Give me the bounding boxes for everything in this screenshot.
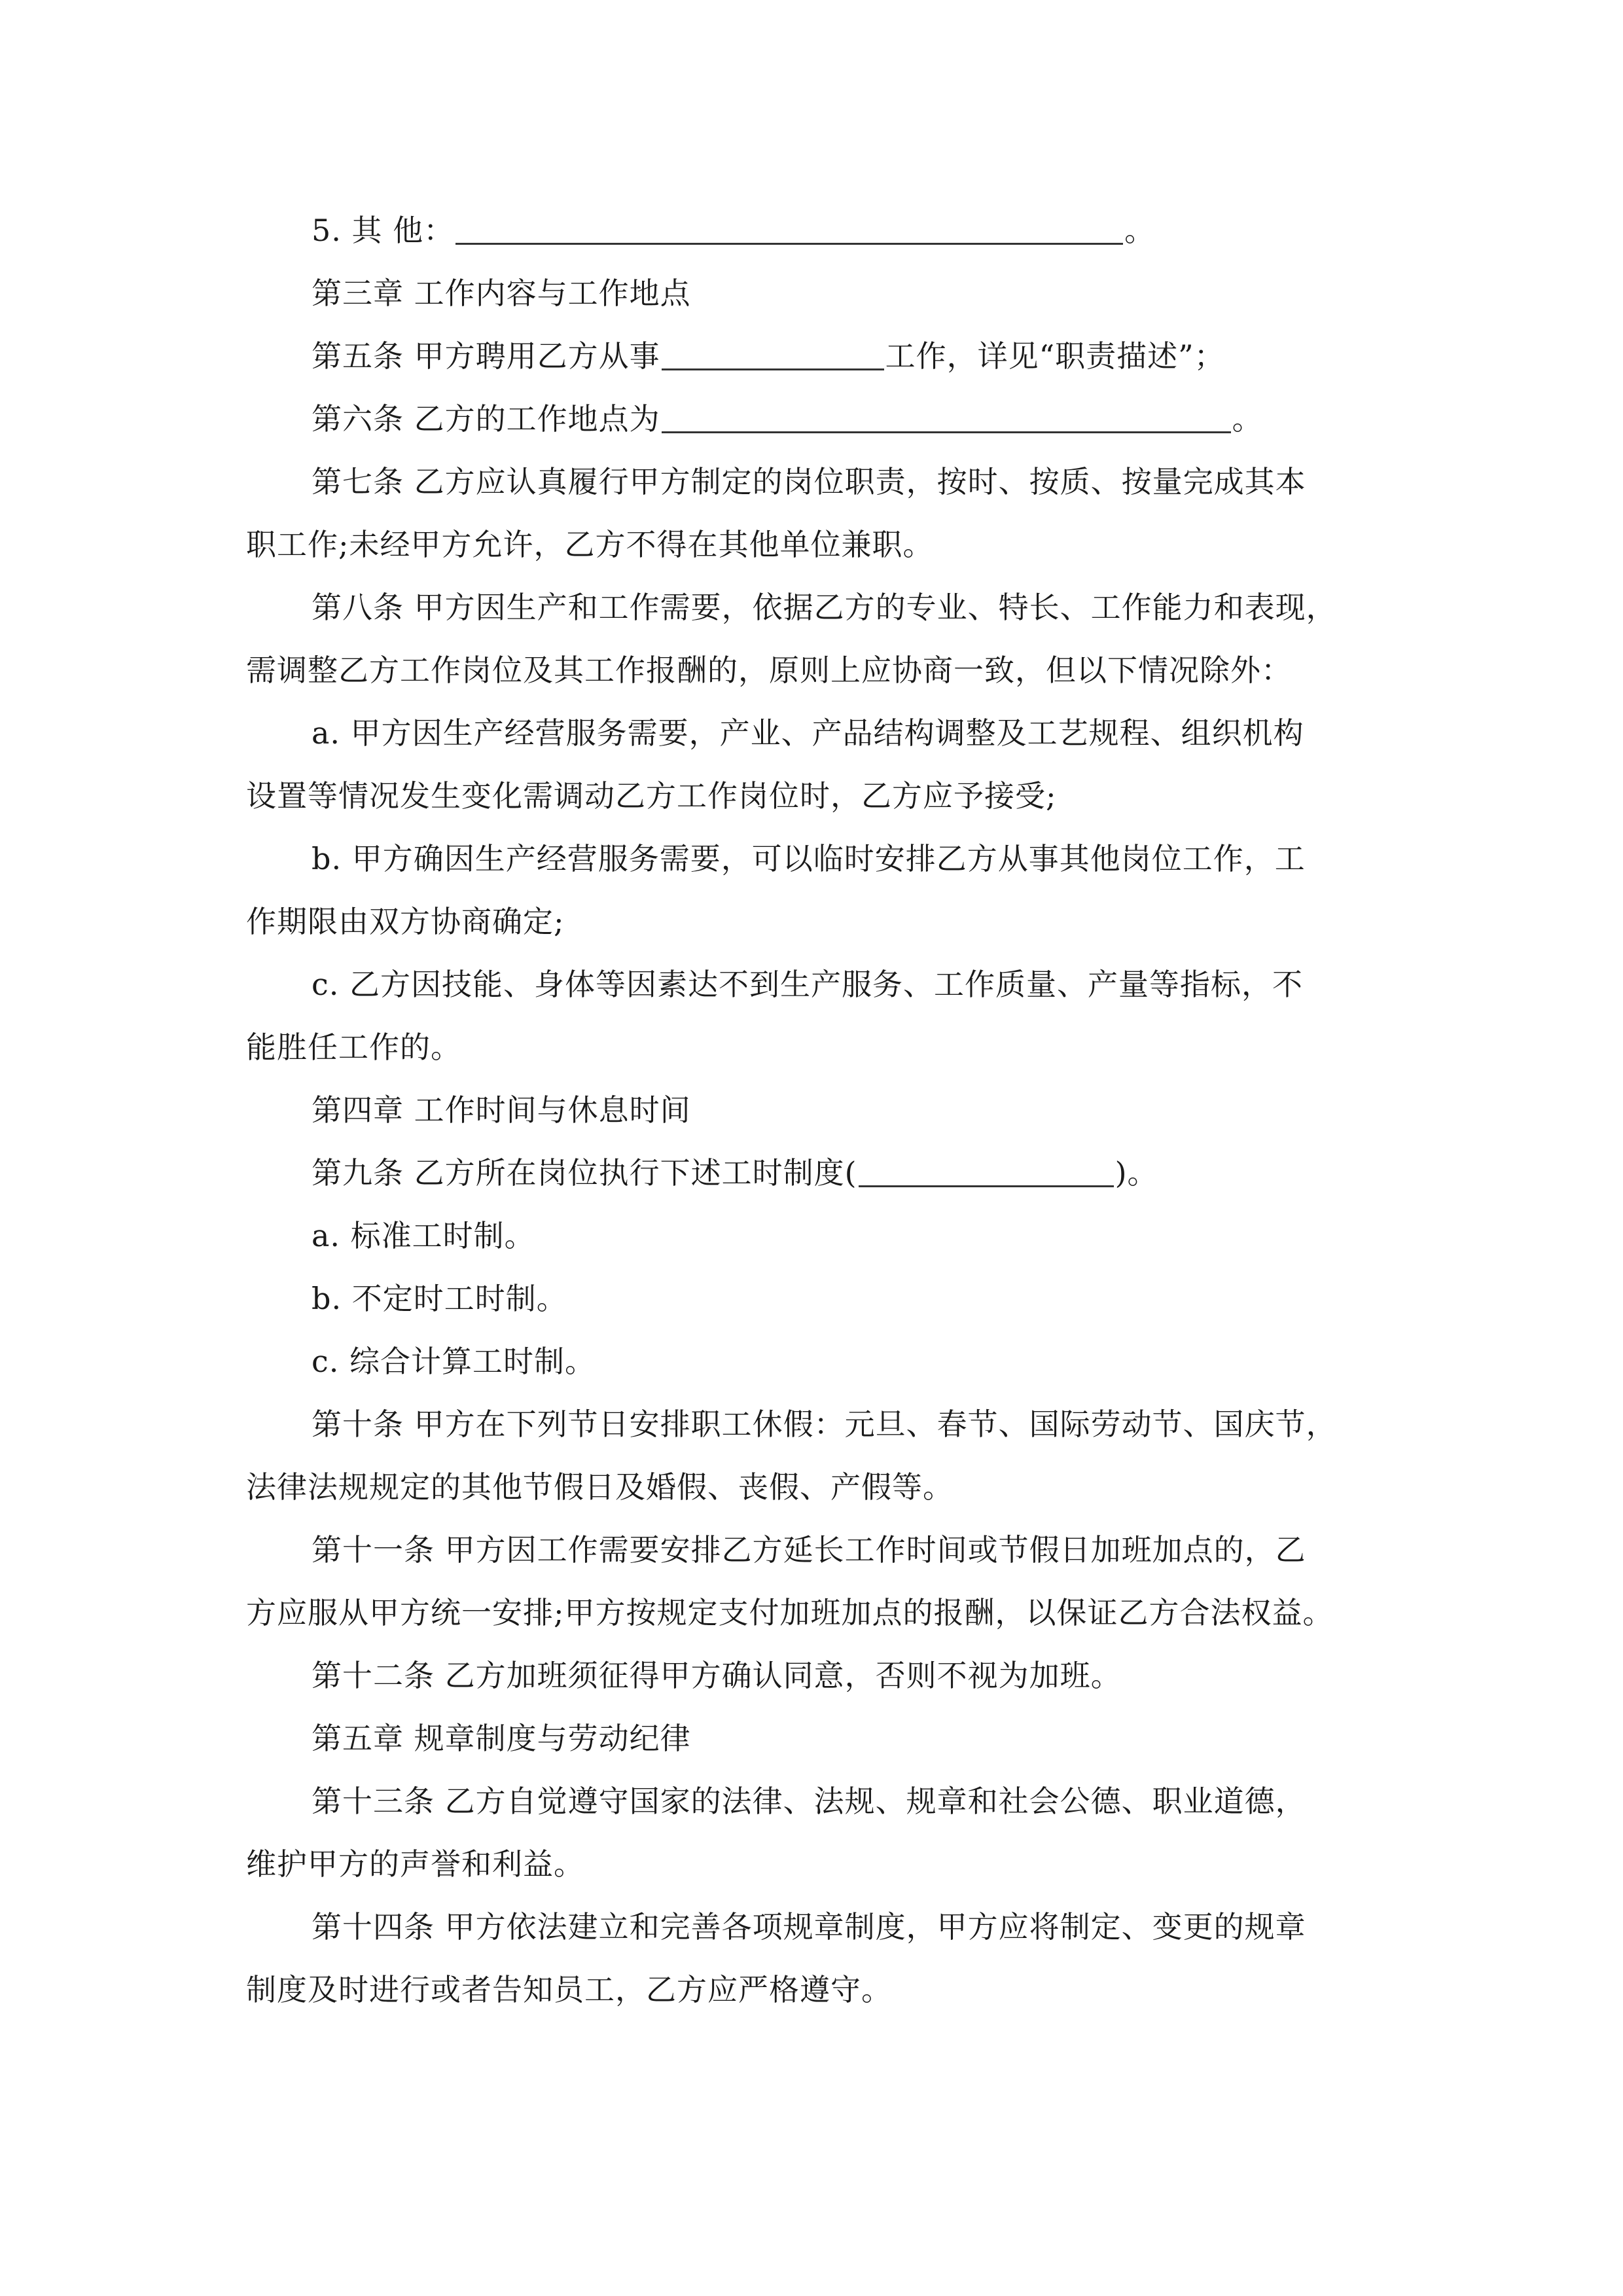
work-hours-option-a: a. 标准工时制。 — [312, 1218, 535, 1253]
article-13-line-2: 维护甲方的声誉和利益。 — [246, 1846, 584, 1882]
article-8-a-line-2: 设置等情况发生变化需调动乙方工作岗位时，乙方应予接受; — [246, 778, 1057, 814]
article-8-c-line-1: c. 乙方因技能、身体等因素达不到生产服务、工作质量、产量等指标，不 — [312, 967, 1304, 1002]
article-8-a-line-1: a. 甲方因生产经营服务需要，产业、产品结构调整及工艺规程、组织机构 — [312, 715, 1304, 751]
article-11-line-2: 方应服从甲方统一安排;甲方按规定支付加班加点的报酬，以保证乙方合法权益。 — [246, 1595, 1334, 1630]
article-12: 第十二条 乙方加班须征得甲方确认同意，否则不视为加班。 — [312, 1658, 1122, 1693]
location-blank — [662, 403, 1231, 433]
article-5-text-a: 第五条 甲方聘用乙方从事 — [312, 338, 660, 374]
article-8-b-line-2: 作期限由双方协商确定; — [246, 904, 565, 939]
article-9-text-b: )。 — [1115, 1155, 1158, 1191]
article-5 — [312, 336, 1418, 376]
article-11-line-1: 第十一条 甲方因工作需要安排乙方延长工作时间或节假日加班加点的，乙 — [312, 1532, 1306, 1568]
article-9 — [312, 1153, 1418, 1193]
article-10-line-2: 法律法规规定的其他节假日及婚假、丧假、产假等。 — [246, 1469, 954, 1505]
work-hours-option-c: c. 综合计算工时制。 — [312, 1344, 596, 1379]
article-14-line-2: 制度及时进行或者告知员工，乙方应严格遵守。 — [246, 1972, 892, 2007]
item-other-label: 5. 其 他： — [312, 213, 455, 248]
article-6-text-b: 。 — [1232, 401, 1263, 437]
article-6-text-a: 第六条 乙方的工作地点为 — [312, 401, 660, 437]
chapter-3-title: 第三章 工作内容与工作地点 — [312, 276, 691, 311]
work-hours-option-b: b. 不定时工时制。 — [312, 1281, 567, 1316]
article-14-line-1: 第十四条 甲方依法建立和完善各项规章制度，甲方应将制定、变更的规章 — [312, 1909, 1306, 1945]
chapter-4-title: 第四章 工作时间与休息时间 — [312, 1092, 691, 1128]
article-7-line-2: 职工作;未经甲方允许，乙方不得在其他单位兼职。 — [246, 527, 934, 562]
article-8-b-line-1: b. 甲方确因生产经营服务需要，可以临时安排乙方从事其他岗位工作，工 — [312, 841, 1306, 876]
article-7-line-1: 第七条 乙方应认真履行甲方制定的岗位职责，按时、按质、按量完成其本 — [312, 464, 1306, 499]
article-6 — [312, 399, 1418, 439]
item-other-end: 。 — [1124, 213, 1156, 248]
job-blank — [662, 340, 884, 370]
article-5-text-b: 工作，详见“职责描述”； — [885, 338, 1225, 374]
article-8-c-line-2: 能胜任工作的。 — [246, 1030, 461, 1065]
article-8-line-1: 第八条 甲方因生产和工作需要，依据乙方的专业、特长、工作能力和表现， — [312, 590, 1337, 625]
article-8-line-2: 需调整乙方工作岗位及其工作报酬的，原则上应协商一致，但以下情况除外： — [246, 653, 1292, 688]
work-hours-blank — [859, 1157, 1114, 1187]
chapter-5-title: 第五章 规章制度与劳动纪律 — [312, 1721, 691, 1756]
article-9-text-a: 第九条 乙方所在岗位执行下述工时制度( — [312, 1155, 857, 1191]
other-blank — [455, 214, 1123, 245]
item-other — [312, 211, 1418, 250]
article-13-line-1: 第十三条 乙方自觉遵守国家的法律、法规、规章和社会公德、职业道德， — [312, 1784, 1306, 1819]
article-10-line-1: 第十条 甲方在下列节日安排职工休假：元旦、春节、国际劳动节、国庆节， — [312, 1407, 1337, 1442]
